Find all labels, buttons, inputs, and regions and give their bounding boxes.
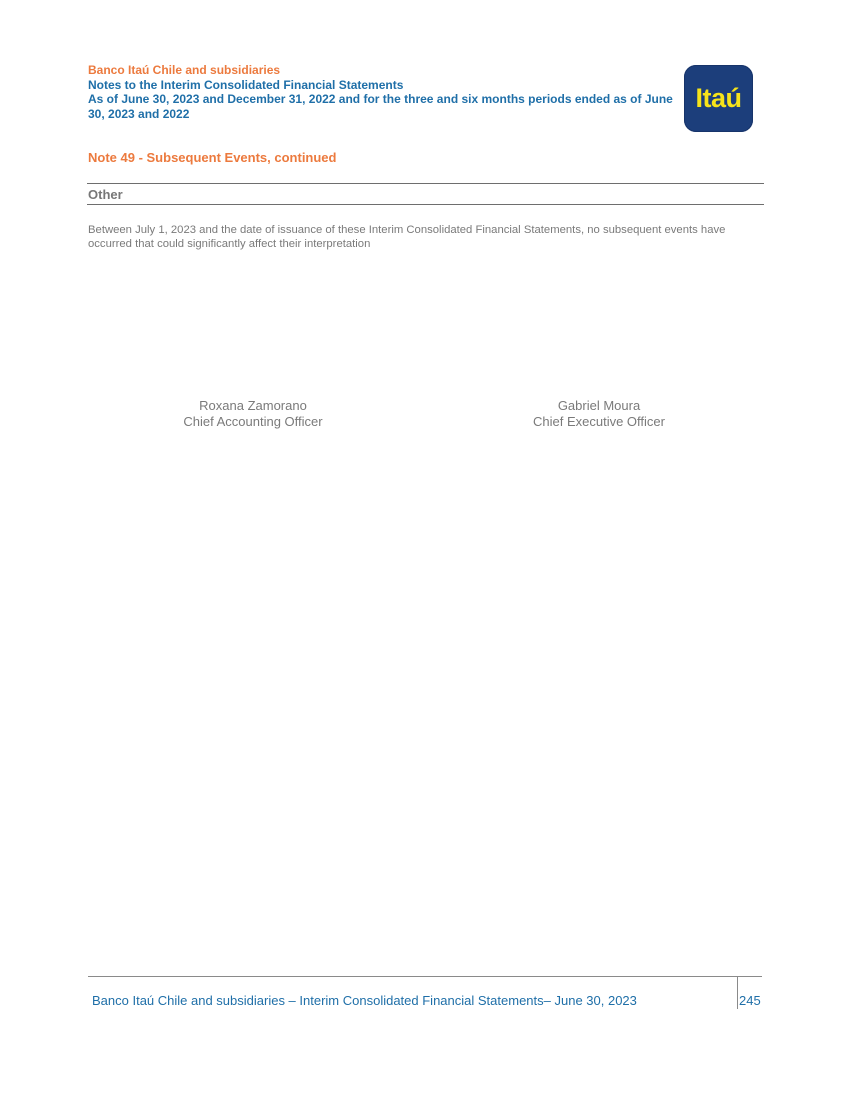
header-period: As of June 30, 2023 and December 31, 2022 and for the three and six months periods ended as of June 30, 2023 and 2022 bbox=[88, 92, 673, 121]
signature-title: Chief Executive Officer bbox=[533, 414, 665, 429]
signature-title: Chief Accounting Officer bbox=[183, 414, 323, 429]
section-bottom-rule bbox=[87, 204, 764, 205]
signature-block-executive bbox=[469, 398, 729, 430]
body-paragraph: Between July 1, 2023 and the date of issuance of these Interim Consolidated Financial Statements, no subsequent events have occurred that could significantly affect their interpretation bbox=[88, 224, 726, 250]
note-title: Note 49 - Subsequent Events, continued bbox=[88, 150, 337, 165]
signature-name: Roxana Zamorano bbox=[199, 398, 307, 413]
footer-text: Banco Itaú Chile and subsidiaries – Interim Consolidated Financial Statements– June 30, 2023 bbox=[92, 993, 637, 1008]
signature-name: Gabriel Moura bbox=[557, 398, 641, 413]
footer-divider bbox=[737, 977, 738, 1009]
signature-block-accounting bbox=[123, 398, 383, 430]
itau-logo bbox=[684, 65, 753, 132]
header-company: Banco Itaú Chile and subsidiaries bbox=[88, 63, 281, 77]
footer-rule bbox=[88, 976, 762, 977]
page-number: 245 bbox=[739, 993, 761, 1008]
header-title: Notes to the Interim Consolidated Financial Statements bbox=[88, 77, 404, 92]
logo-text: Itaú bbox=[695, 83, 742, 113]
section-top-rule bbox=[87, 183, 764, 184]
section-label: Other bbox=[88, 187, 123, 202]
document-header bbox=[88, 63, 678, 121]
